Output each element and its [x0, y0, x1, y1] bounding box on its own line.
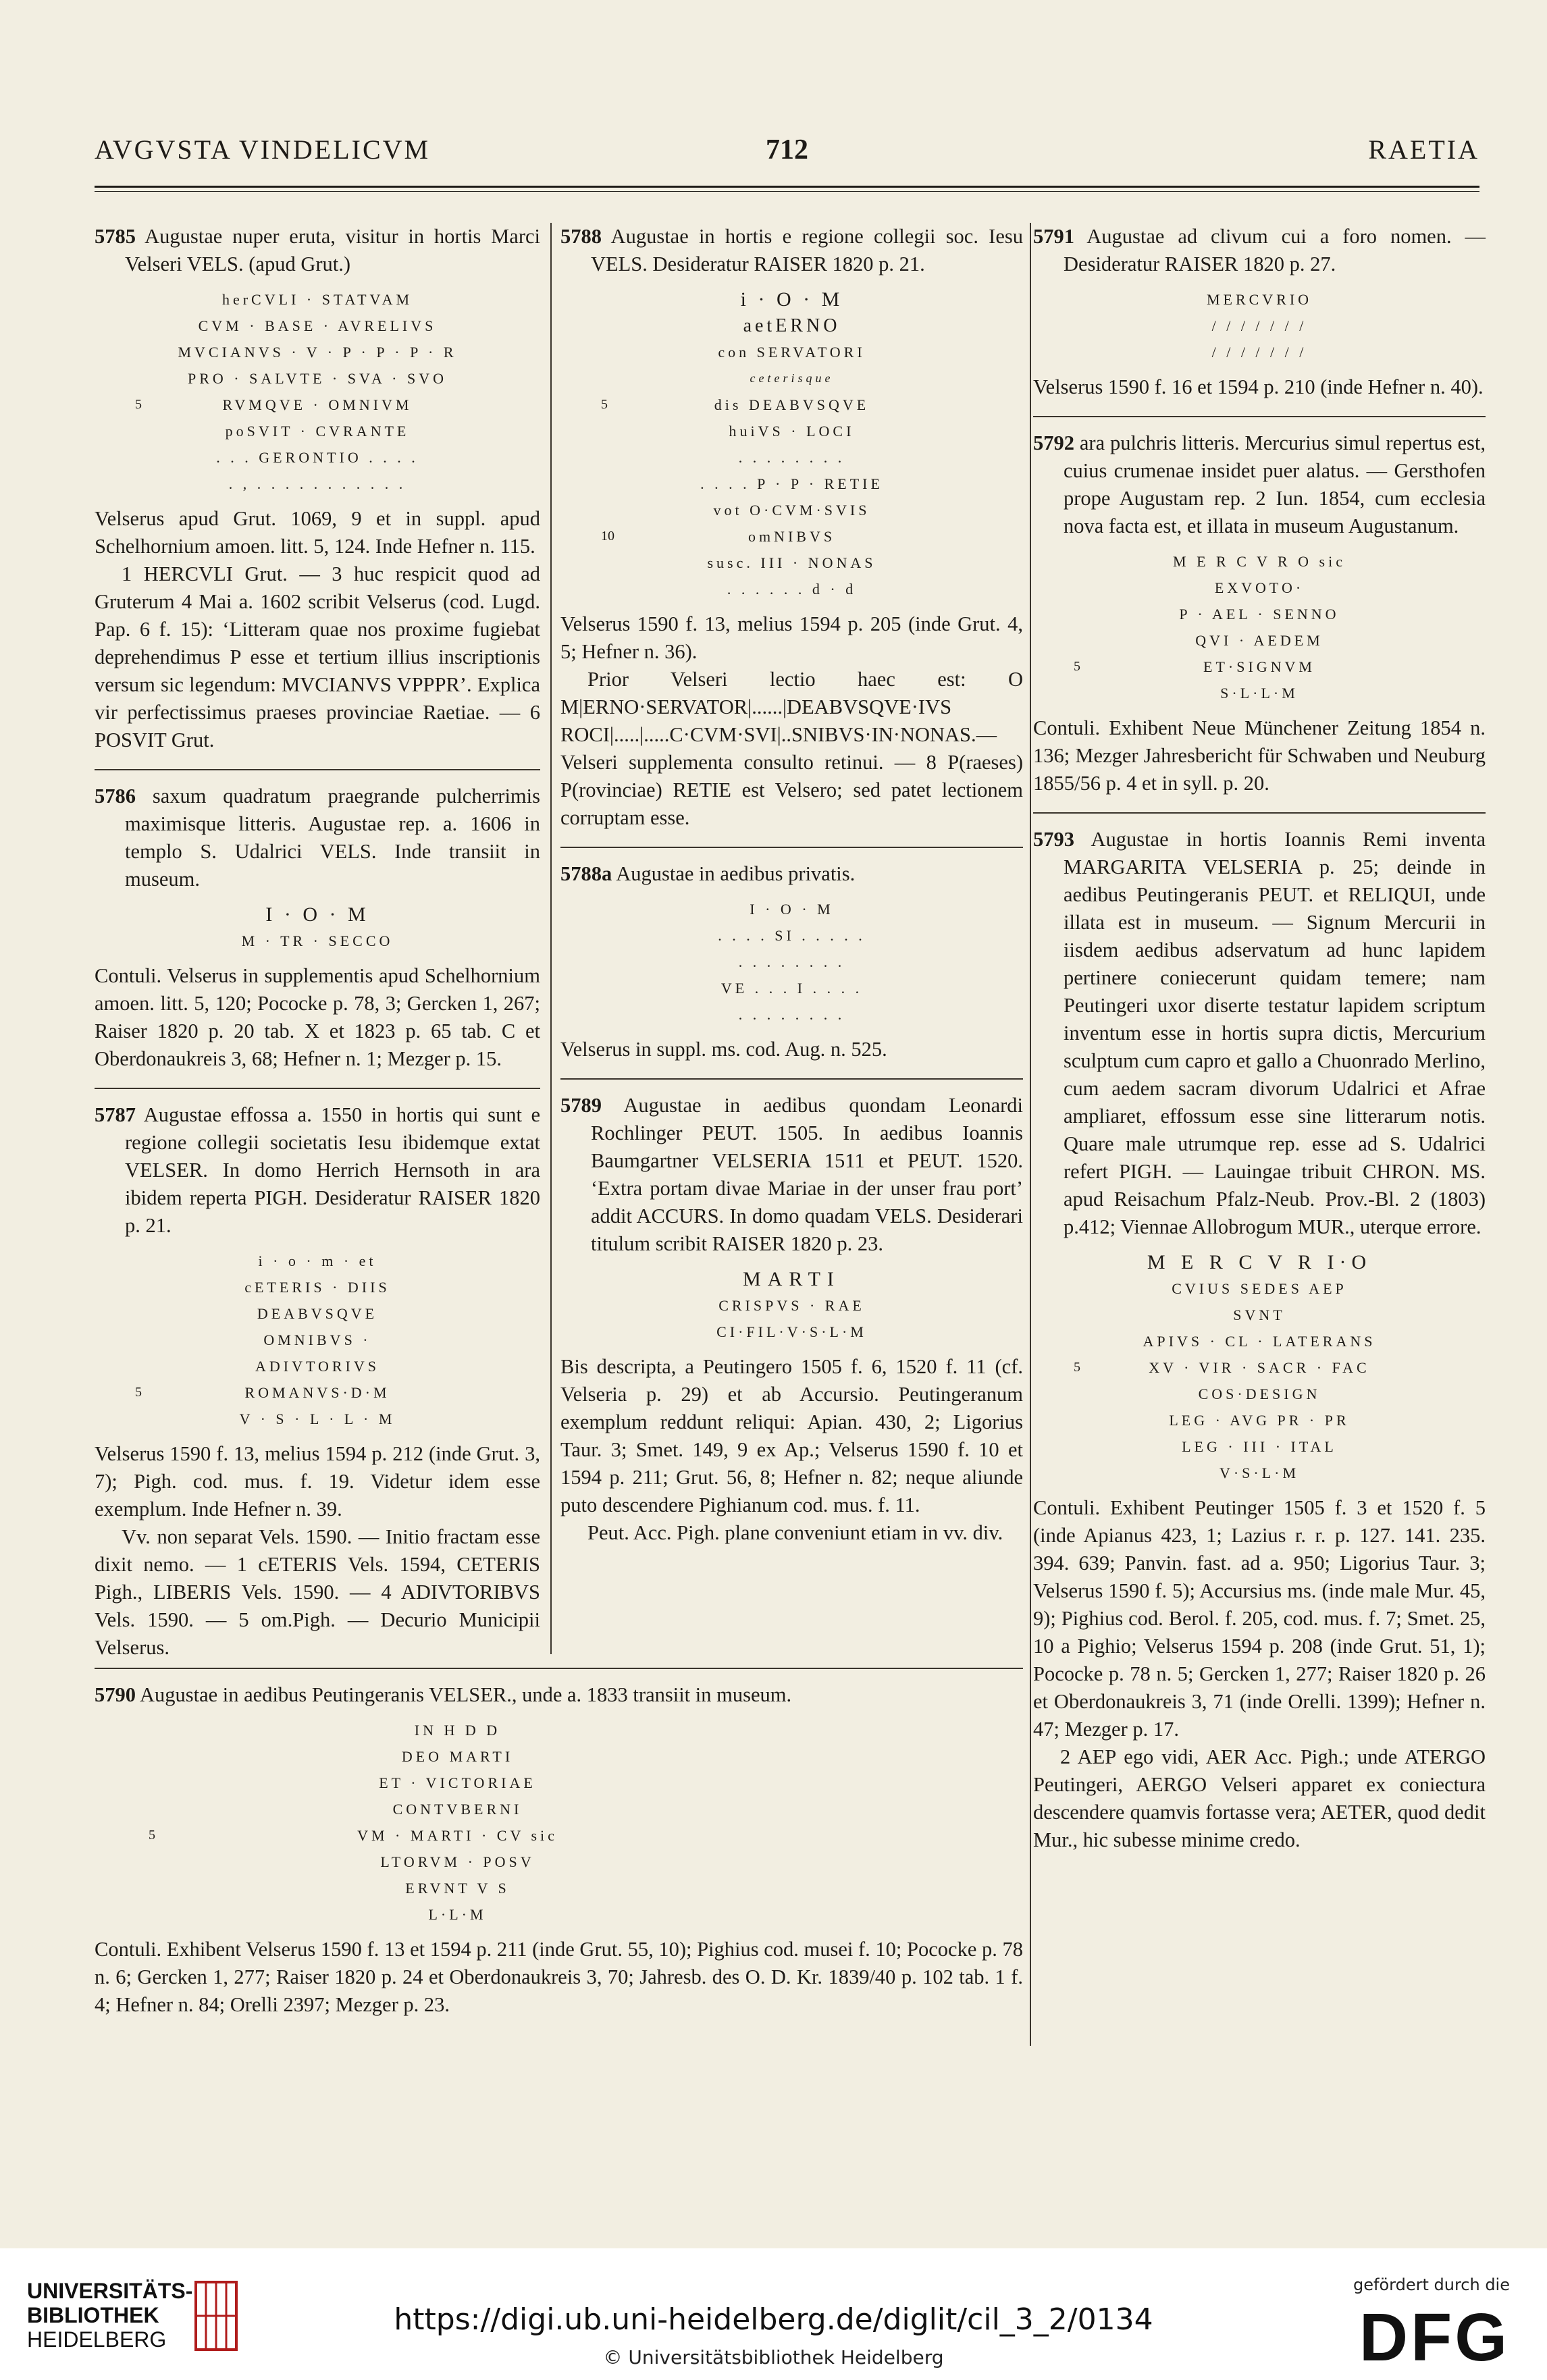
inscription-line: MERCVRIO	[1206, 291, 1313, 308]
inscription-5790	[0, 1717, 1023, 1928]
entry-text: Augustae nuper eruta, visitur in hortis Marci Velseri VELS. (apud Grut.)	[125, 225, 540, 275]
column-2	[560, 223, 1023, 1547]
inscription-line: DEABVSQVE	[257, 1305, 378, 1322]
inscription-line: CONTVBERNI	[392, 1801, 523, 1818]
line-number: 5	[135, 397, 142, 412]
inscription-line: ET · VICTORIAE	[379, 1774, 536, 1791]
entry-divider	[95, 1088, 540, 1089]
entry-5790-block	[95, 1668, 1023, 2019]
inscription-line: V·S·L·M	[1219, 1464, 1300, 1481]
commentary: Prior Velseri lectio haec est: O M|ERNO·SERVATOR|......|DEABVSQVE·IVS ROCI|.....|.....C·CVM·SVI|..SNIBVS·IN·NONAS.— Velseri supplementa consulto retinui. — 8 P(raeses) P(rovinciae) RETIE est Velsero; sed patet lectionem corruptam esse.	[560, 668, 1023, 829]
commentary: Vv. non separat Vels. 1590. — Initio fractam esse dixit nemo. — 1 cETERIS Vels. 1594, CETERIS Pigh., LIBERIS Vels. 1590. — 4 ADIVTORIBVS Vels. 1590. — 5 om.Pigh. — Decurio Municipii Velserus.	[95, 1525, 540, 1659]
inscription-line: PRO · SALVTE · SVA · SVO	[187, 370, 448, 387]
inscription-5785	[95, 286, 540, 497]
entry-number: 5787	[95, 1103, 136, 1126]
entry-5788	[560, 223, 1023, 278]
commentary: Contuli. Exhibent Velserus 1590 f. 13 et 1594 p. 211 (inde Grut. 55, 10); Pighius cod. musei f. 10; Pococke p. 78 n. 6; Gercken 1, 277; Raiser 1820 p. 24 et Oberdonaukreis 3, 70; Jahresb. des O. D. Kr. 1839/40 p. 102 tab. 1 f. 4; Hefner n. 84; Orelli 2397; Mezger p. 23.	[95, 1938, 1023, 2016]
entry-5791	[1033, 223, 1486, 278]
inscription-5792	[1033, 548, 1486, 706]
inscription-5788	[560, 286, 1023, 602]
inscription-line: MVCIANVS · V · P · P · P · R	[178, 344, 457, 361]
inscription-line: cETERIS · DIIS	[244, 1279, 390, 1296]
inscription-line: COS·DESIGN	[1198, 1385, 1321, 1402]
inscription-line: . . . . . . . .	[738, 1006, 845, 1023]
inscription-line: IN H D D	[414, 1722, 501, 1739]
inscription-line: ceterisque	[750, 371, 834, 385]
inscription-line: LEG · III · ITAL	[1182, 1438, 1337, 1455]
line-number: 5	[149, 1828, 155, 1843]
entry-divider	[560, 1078, 1023, 1080]
inscription-line: aetERNO	[743, 315, 841, 336]
column-1	[95, 223, 540, 1662]
inscription-line: SVNT	[1233, 1306, 1286, 1323]
inscription-line: I · O · M	[265, 903, 369, 926]
commentary: Peut. Acc. Pigh. plane conveniunt etiam in vv. div.	[587, 1521, 1003, 1544]
entry-divider	[1033, 416, 1486, 417]
column-rule-1	[550, 223, 552, 1654]
inscription-5787	[95, 1248, 540, 1432]
entry-text: Augustae in aedibus privatis.	[616, 862, 856, 885]
inscription-5786	[95, 901, 540, 954]
inscription-line: dis DEABVSQVE	[714, 396, 870, 413]
inscription-line: M · TR · SECCO	[241, 932, 394, 949]
inscription-line: M E R C V R I·O	[1147, 1251, 1372, 1273]
commentary: Velserus apud Grut. 1069, 9 et in suppl. apud Schelhornium amoen. litt. 5, 124. Inde Hefner n. 115.	[95, 507, 540, 558]
inscription-line: poSVIT · CVRANTE	[225, 423, 410, 440]
commentary: Velserus 1590 f. 13, melius 1594 p. 205 (inde Grut. 4, 5; Hefner n. 36).	[560, 612, 1023, 663]
inscription-line: ERVNT V S	[405, 1880, 510, 1897]
inscription-line: ET·SIGNVM	[1203, 658, 1315, 675]
entry-text: Augustae in hortis e regione collegii soc. Iesu VELS. Desideratur RAISER 1820 p. 21.	[591, 225, 1024, 275]
inscription-line: RVMQVE · OMNIVM	[222, 396, 413, 413]
entry-number: 5793	[1033, 828, 1074, 851]
inscription-line: CVM · BASE · AVRELIVS	[198, 317, 437, 334]
running-head	[95, 134, 1479, 174]
entry-divider	[95, 769, 540, 770]
entry-5790	[95, 1681, 1023, 1709]
inscription-line: . . . . P · P · RETIE	[700, 475, 883, 492]
inscription-line: P · AEL · SENNO	[1179, 606, 1340, 623]
inscription-line: . . . . . . . .	[738, 953, 845, 970]
inscription-line: LEG · AVG PR · PR	[1169, 1412, 1350, 1429]
entry-text: ara pulchris litteris. Mercurius simul repertus est, cuius crumenae insidet puer alatus. — Gersthofen prope Augustam rep. 2 Iun. 1854, cum ecclesia nova facta est, et illata in museum Augustanum.	[1064, 431, 1486, 537]
commentary: 2 AEP ego vidi, AER Acc. Pigh.; unde ATERGO Peutingeri, AERGO Velseri apparet ex coniectura descendere quamvis fortasse vera; AETER, quod dedit Mur., hic subesse minime credo.	[1033, 1745, 1486, 1851]
inscription-line: L·L·M	[428, 1906, 487, 1923]
entry-text: Augustae in hortis Ioannis Remi inventa MARGARITA VELSERIA p. 25; deinde in aedibus Peutingeranis PEUT. et RELIQUI, unde illata est in museum. — Signum Mercurii in iisdem aedibus adservatum ad hunc lapidem pertinere coniecerunt quidam temere; nam Peutingeri uxor diserte testatur lapidem scriptum inventum esse in hortis supra dictis, Mercurium sculptum cum capro et gallo a Chuonrado Merlino, cum aedem sacram divorum Udalrici et Afrae ampliaret, effossum esse sine litterarum notis. Quare male utrumque rep. esse ad S. Udalrici refert PIGH. — Lauingae tribuit CHRON. MS. apud Reisachum Pfalz-Neub. Prov.-Bl. 2 (1803) p.412; Viennae Allobrogum MUR., uterque errore.	[1064, 828, 1486, 1238]
inscription-5788a	[560, 896, 1023, 1028]
inscription-line: . . . . SI . . . . .	[718, 927, 866, 944]
inscription-line: / / / / / / /	[1211, 317, 1307, 334]
inscription-line: OMNIBVS ·	[263, 1331, 371, 1348]
entry-text: Augustae effossa a. 1550 in hortis qui sunt e regione collegii societatis Iesu ibidemque extat VELSER. In domo Herrich Hernsoth in ara ibidem reperta PIGH. Desideratur RAISER 1820 p. 21.	[125, 1103, 540, 1237]
funding-note: gefördert durch die	[1353, 2275, 1510, 2294]
entry-number: 5792	[1033, 431, 1074, 454]
inscription-5791	[1033, 286, 1486, 365]
inscription-line: XV · VIR · SACR · FAC	[1149, 1359, 1370, 1376]
header-right: RAETIA	[1368, 134, 1479, 165]
inscription-5789	[560, 1266, 1023, 1345]
entry-number: 5791	[1033, 225, 1074, 248]
entry-divider	[1033, 812, 1486, 814]
inscription-line: VM · MARTI · CV sic	[357, 1827, 558, 1844]
commentary: Contuli. Exhibent Peutinger 1505 f. 3 et 1520 f. 5 (inde Apianus 423, 1; Lazius r. r. p. 127. 141. 235. 394. 639; Panvin. fast. ad a. 950; Ligorius Taur. 3; Velserus 1590 f. 5); Accursius ms. (inde male Mur. 45, 9); Pighius cod. Berol. f. 205, cod. mus. f. 7; Smet. 25, 10 a Pighio; Velserus 1594 p. 208 (inde Grut. 51, 1); Pococke p. 78 n. 5; Gercken 1, 277; Raiser 1820 p. 26 et Oberdonaukreis 3, 71 (inde Orelli. 1399); Hefner n. 47; Mezger p. 17.	[1033, 1496, 1486, 1741]
inscription-line: susc. III · NONAS	[707, 554, 876, 571]
entry-5789	[560, 1092, 1023, 1258]
entry-number: 5788	[560, 225, 602, 248]
inscription-line: CVIUS SEDES AEP	[1172, 1280, 1347, 1297]
entry-number: 5786	[95, 785, 136, 808]
inscription-line: . . . . . . . .	[738, 449, 845, 466]
library-name-line: UNIVERSITÄTS-	[27, 2279, 193, 2303]
dfg-logo: DFG	[1359, 2300, 1510, 2375]
inscription-line: . . . GERONTIO . . . .	[216, 449, 419, 466]
line-number: 5	[1074, 659, 1080, 674]
inscription-line: S·L·L·M	[1220, 685, 1299, 702]
inscription-line: i · O · M	[740, 288, 843, 311]
inscription-line: I · O · M	[750, 901, 834, 918]
library-name-line: BIBLIOTHEK	[27, 2303, 159, 2327]
inscription-line: CRISPVS · RAE	[718, 1297, 865, 1314]
inscription-line: DEO MARTI	[401, 1748, 514, 1765]
inscription-5793	[1033, 1249, 1486, 1486]
entry-text: Augustae ad clivum cui a foro nomen. — Desideratur RAISER 1820 p. 27.	[1064, 225, 1486, 275]
column-rule-2	[1030, 223, 1031, 2046]
commentary: 1 HERCVLI Grut. — 3 huc respicit quod ad Gruterum 4 Mai a. 1602 scribit Velserus (cod. Lugd. Pap. 6 f. 15): ‘Litteram quae nos proxime fugiebat deprehendimus P esse et tertium illius inscriptionis versum sic legendum: MVCIANVS VPPPR’. Explica vir perfectissimus praeses provinciae Raetiae. — 6 POSVIT Grut.	[95, 562, 540, 751]
inscription-line: QVI · AEDEM	[1195, 632, 1323, 649]
inscription-line: con SERVATORI	[718, 344, 866, 361]
entry-5788a	[560, 860, 1023, 888]
entry-5785	[95, 223, 540, 278]
commentary: Bis descripta, a Peutingero 1505 f. 6, 1520 f. 11 (cf. Velseria p. 29) et ab Accursio. Peutingeranum exemplum reddunt reliqui: Apian. 430, 2; Ligorius Taur. 3; Smet. 149, 9 ex Ap.; Velserus 1590 f. 10 et 1594 p. 211; Grut. 56, 8; Hefner n. 82; neque aliunde puto descendere Pighianum cod. mus. f. 11.	[560, 1355, 1023, 1516]
entry-text: Augustae in aedibus Peutingeranis VELSER., unde a. 1833 transiit in museum.	[139, 1683, 792, 1706]
entry-divider	[95, 1668, 1023, 1669]
inscription-line: i · o · m · et	[258, 1252, 377, 1269]
inscription-line: herCVLI · STATVAM	[221, 291, 413, 308]
entry-5792	[1033, 429, 1486, 540]
entry-number: 5785	[95, 225, 136, 248]
header-rule	[95, 186, 1479, 188]
header-left: AVGVSTA VINDELICVM	[95, 134, 431, 165]
column-3	[1033, 223, 1486, 1854]
commentary: Velserus 1590 f. 16 et 1594 p. 210 (inde Hefner n. 40).	[1033, 375, 1484, 398]
inscription-line: . , . . . . . . . . . . .	[228, 475, 407, 492]
header-rule-thin	[95, 191, 1479, 192]
entry-divider	[560, 847, 1023, 848]
inscription-line: M E R C V R O sic	[1173, 553, 1346, 570]
inscription-line: . . . . . . d · d	[727, 581, 857, 598]
commentary: Velserus in suppl. ms. cod. Aug. n. 525.	[560, 1038, 887, 1061]
inscription-line: V · S · L · L · M	[239, 1410, 396, 1427]
line-number: 5	[601, 397, 608, 412]
commentary: Contuli. Exhibent Neue Münchener Zeitung 1854 n. 136; Mezger Jahresbericht für Schwaben und Neuburg 1855/56 p. 4 et in syll. p. 20.	[1033, 716, 1486, 795]
line-number: 5	[1074, 1360, 1080, 1375]
library-name-line: HEIDELBERG	[27, 2327, 167, 2352]
entry-5787	[95, 1101, 540, 1240]
entry-number: 5790	[95, 1683, 136, 1706]
inscription-line: ROMANVS·D·M	[244, 1384, 390, 1401]
entry-5786	[95, 783, 540, 893]
inscription-line: APIVS · CL · LATERANS	[1143, 1333, 1376, 1350]
inscription-line: huiVS · LOCI	[729, 423, 855, 440]
entry-text: saxum quadratum praegrande pulcherrimis maximisque litteris. Augustae rep. a. 1606 in templo S. Udalrici VELS. Inde transiit in museum.	[125, 785, 540, 891]
digitization-footer	[0, 2248, 1547, 2380]
inscription-line: omNIBVS	[748, 528, 836, 545]
entry-number: 5789	[560, 1094, 602, 1117]
line-number: 5	[135, 1385, 142, 1400]
commentary: Contuli. Velserus in supplementis apud Schelhornium amoen. litt. 5, 120; Pococke p. 78, 3; Gercken 1, 267; Raiser 1820 p. 20 tab. X et 1823 p. 65 tab. C et Oberdonaukreis 3, 68; Hefner n. 1; Mezger p. 15.	[95, 964, 540, 1070]
copyright: © Universitätsbibliothek Heidelberg	[603, 2346, 944, 2369]
entry-text: Augustae in aedibus quondam Leonardi Rochlinger PEUT. 1505. In aedibus Ioannis Baumgartner VELSERIA 1511 et PEUT. 1520. ‘Extra portam divae Mariae in der unser frau port’ addit ACCURS. In domo quadam VELS. Desiderari titulum scribit RAISER 1820 p. 23.	[591, 1094, 1023, 1255]
inscription-line: CI·FIL·V·S·L·M	[716, 1323, 867, 1340]
entry-number: 5788a	[560, 862, 612, 885]
inscription-line: ADIVTORIVS	[255, 1358, 380, 1375]
page-number: 712	[766, 134, 808, 165]
inscription-line: VE . . . I . . . .	[720, 980, 863, 997]
inscription-line: EXVOTO·	[1214, 579, 1305, 596]
entry-5793	[1033, 826, 1486, 1241]
inscription-line: LTORVM · POSV	[380, 1853, 535, 1870]
inscription-line: MARTI	[743, 1268, 841, 1290]
line-number: 10	[601, 529, 614, 544]
page-url[interactable]: https://digi.ub.uni-heidelberg.de/diglit/cil_3_2/0134	[394, 2302, 1153, 2337]
inscription-line: vot O·CVM·SVIS	[713, 502, 870, 519]
inscription-line: / / / / / / /	[1211, 344, 1307, 361]
commentary: Velserus 1590 f. 13, melius 1594 p. 212 (inde Grut. 3, 7); Pigh. cod. mus. f. 19. Videtur idem esse exemplum. Inde Hefner n. 39.	[95, 1442, 540, 1520]
